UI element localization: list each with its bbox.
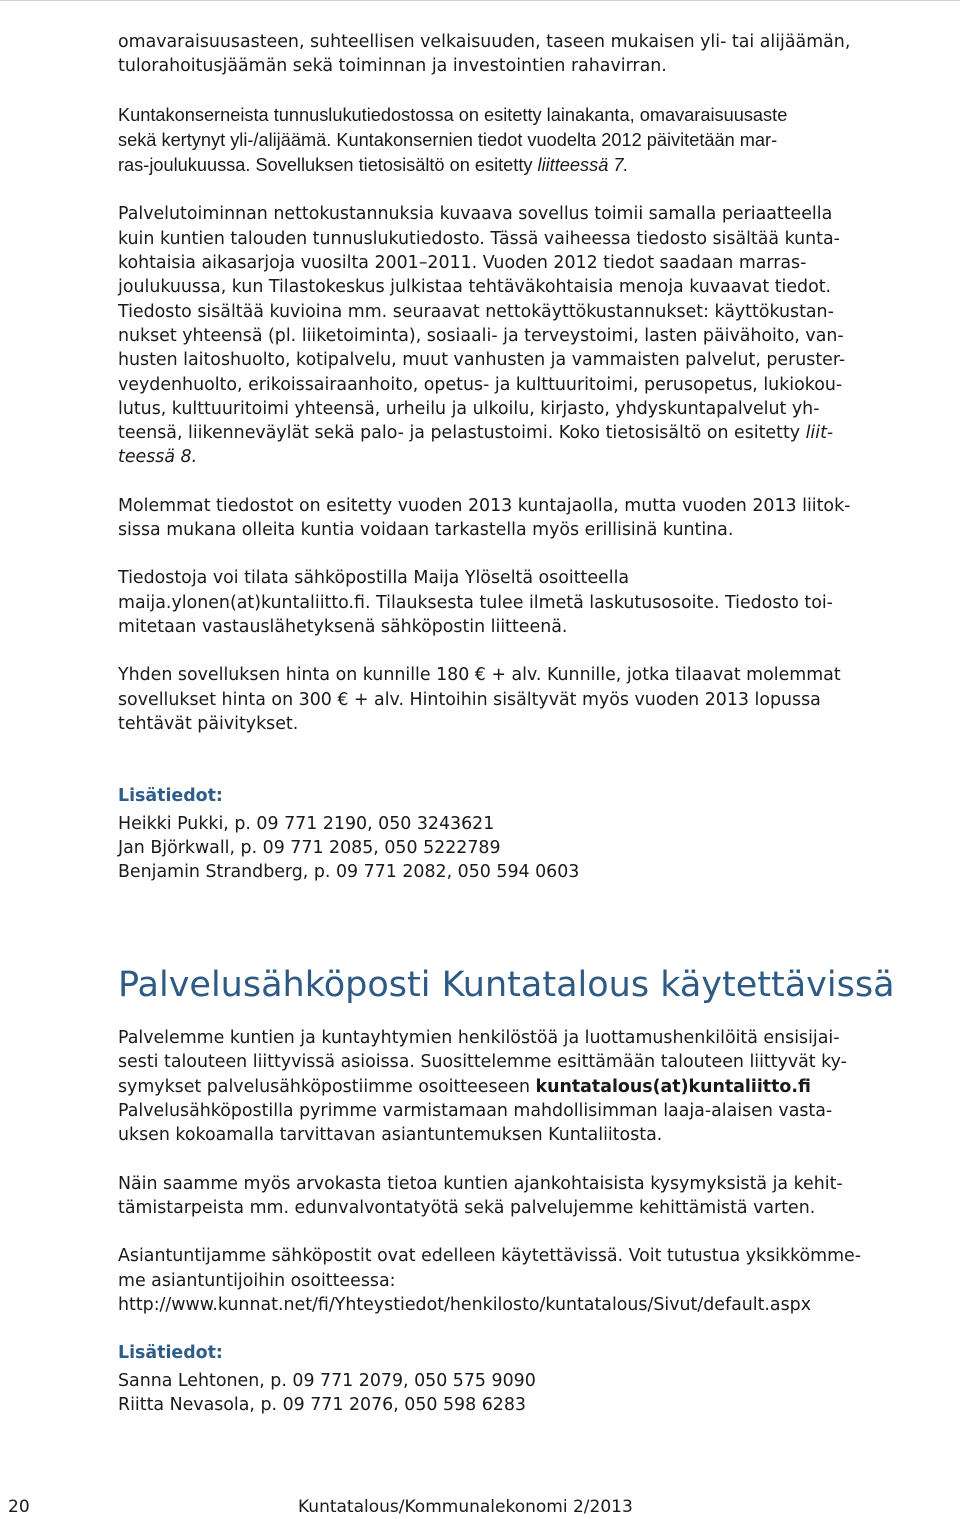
text-line: Molemmat tiedostot on esitetty vuoden 2013 kuntajaolla, mutta vuoden 2013 liitok-	[118, 495, 851, 516]
text-line: Näin saamme myös arvokasta tietoa kuntien ajankohtaisista kysymyksistä ja kehit-	[118, 1173, 843, 1194]
contact-line: Jan Björkwall, p. 09 771 2085, 050 5222789	[118, 838, 501, 859]
text-line: lutus, kulttuuritoimi yhteensä, urheilu ja ulkoilu, kirjasto, yhdyskuntapalvelut yh-	[118, 398, 820, 419]
paragraph-konsernit	[118, 103, 950, 179]
appendix-reference: liitteessä 7.	[537, 155, 629, 176]
text-line: kuin kuntien talouden tunnuslukutiedosto. Tässä vaiheessa tiedosto sisältää kunta-	[118, 228, 840, 249]
text-line: kohtaisia aikasarjoja vuosilta 2001–2011. Vuoden 2012 tiedot saadaan marras-	[118, 253, 807, 274]
text-line: tämistarpeista mm. edunvalvontatyötä sekä palvelujemme kehittämistä varten.	[118, 1197, 816, 1218]
paragraph-hinta	[118, 663, 950, 736]
contact-list	[118, 812, 950, 884]
text-line: symykset palvelusähköpostiimme osoitteeseen	[118, 1076, 536, 1097]
text-line: Tiedosto sisältää kuvioina mm. seuraavat nettokäyttökustannukset: käyttökustan-	[118, 301, 834, 322]
text-line: tulorahoitusjäämän sekä toiminnan ja investointien rahavirran.	[118, 56, 667, 77]
contact-line: Sanna Lehtonen, p. 09 771 2079, 050 575 9090	[118, 1371, 536, 1392]
journal-name: Kuntatalous/Kommunalekonomi 2/2013	[298, 1497, 633, 1517]
contact-line: Heikki Pukki, p. 09 771 2190, 050 3243621	[118, 814, 495, 835]
text-line: veydenhuolto, erikoissairaanhoito, opetus- ja kulttuuritoimi, perusopetus, lukiokou-	[118, 374, 843, 395]
appendix-reference: liit-	[805, 423, 834, 444]
text-line: husten laitoshuolto, kotipalvelu, muut vanhusten ja vammaisten palvelut, peruster-	[118, 350, 846, 371]
text-line: nukset yhteensä (pl. liiketoiminta), sosiaali- ja terveystoimi, lasten päivähoito, van-	[118, 325, 844, 346]
contact-list	[118, 1369, 950, 1417]
text-line: tehtävät päivitykset.	[118, 713, 299, 734]
text-line: Asiantuntijamme sähköpostit ovat edelleen käytettävissä. Voit tutustua yksikkömme-	[118, 1246, 862, 1267]
paragraph-kuntajako	[118, 494, 950, 543]
page-number: 20	[8, 1497, 30, 1517]
email-address[interactable]: kuntatalous(at)kuntaliitto.fi	[535, 1076, 811, 1097]
text-line: sovellukset hinta on 300 € + alv. Hintoihin sisältyvät myös vuoden 2013 lopussa	[118, 689, 821, 710]
text-line: maija.ylonen(at)kuntaliitto.fi. Tilauksesta tulee ilmetä laskutusosoite. Tiedosto toi-	[118, 592, 833, 613]
document-page	[118, 30, 950, 1417]
paragraph-indicators	[118, 30, 950, 79]
text-line: sissa mukana olleita kuntia voidaan tarkastella myös erillisinä kuntina.	[118, 520, 734, 541]
text-line: Kuntakonserneista tunnuslukutiedostossa on esitetty lainakanta, omavaraisuusaste	[118, 104, 788, 125]
paragraph-palveluposti	[118, 1026, 950, 1147]
lisatiedot-label: Lisätiedot:	[118, 786, 223, 807]
text-line: sesti talouteen liittyvissä asioissa. Suosittelemme esittämään talouteen liittyvät ky-	[118, 1052, 847, 1073]
text-line: Palvelusähköpostilla pyrimme varmistamaan mahdollisimman laaja-alaisen vasta-	[118, 1101, 833, 1122]
page-top-rule	[0, 0, 960, 1]
lisatiedot-label: Lisätiedot:	[118, 1343, 223, 1364]
text-line: teensä, liikenneväylät sekä palo- ja pelastustoimi. Koko tietosisältö on esitetty	[118, 423, 806, 444]
text-line: uksen kokoamalla tarvittavan asiantuntemuksen Kuntaliitosta.	[118, 1125, 663, 1146]
contact-line: Benjamin Strandberg, p. 09 771 2082, 050 594 0603	[118, 862, 580, 883]
text-line: mitetaan vastauslähetyksenä sähköpostin liitteenä.	[118, 616, 568, 637]
text-line: Yhden sovelluksen hinta on kunnille 180 € + alv. Kunnille, jotka tilaavat molemmat	[118, 665, 841, 686]
text-line: Palvelemme kuntien ja kuntayhtymien henkilöstöä ja luottamushenkilöitä ensisijai-	[118, 1028, 840, 1049]
text-line: Tiedostoja voi tilata sähköpostilla Maija Ylöseltä osoitteella	[118, 568, 630, 589]
contact-line: Riitta Nevasola, p. 09 771 2076, 050 598 6283	[118, 1395, 526, 1416]
text-line: Palvelutoiminnan nettokustannuksia kuvaava sovellus toimii samalla periaatteella	[118, 204, 833, 225]
text-line: omavaraisuusasteen, suhteellisen velkaisuuden, taseen mukaisen yli- tai alijäämän,	[118, 32, 851, 52]
text-line: me asiantuntijoihin osoitteessa:	[118, 1270, 396, 1291]
text-line: joulukuussa, kun Tilastokeskus julkistaa tehtäväkohtaisia menoja kuvaavat tiedot.	[118, 277, 832, 298]
url-link[interactable]: http://www.kunnat.net/fi/Yhteystiedot/henkilosto/kuntatalous/Sivut/default.aspx	[118, 1294, 811, 1315]
paragraph-tilaus	[118, 566, 950, 639]
paragraph-palvelutoiminta	[118, 202, 950, 469]
appendix-reference: teessä 8.	[118, 447, 198, 468]
paragraph-arvokas-tieto	[118, 1172, 950, 1221]
section-heading: Palvelusähköposti Kuntatalous käytettävissä	[118, 965, 895, 1006]
text-line: ras-joulukuussa. Sovelluksen tietosisältö on esitetty	[118, 155, 538, 176]
paragraph-asiantuntijat	[118, 1244, 950, 1317]
text-line: sekä kertynyt yli-/alijäämä. Kuntakonsernien tiedot vuodelta 2012 päivitetään mar-	[118, 129, 778, 150]
